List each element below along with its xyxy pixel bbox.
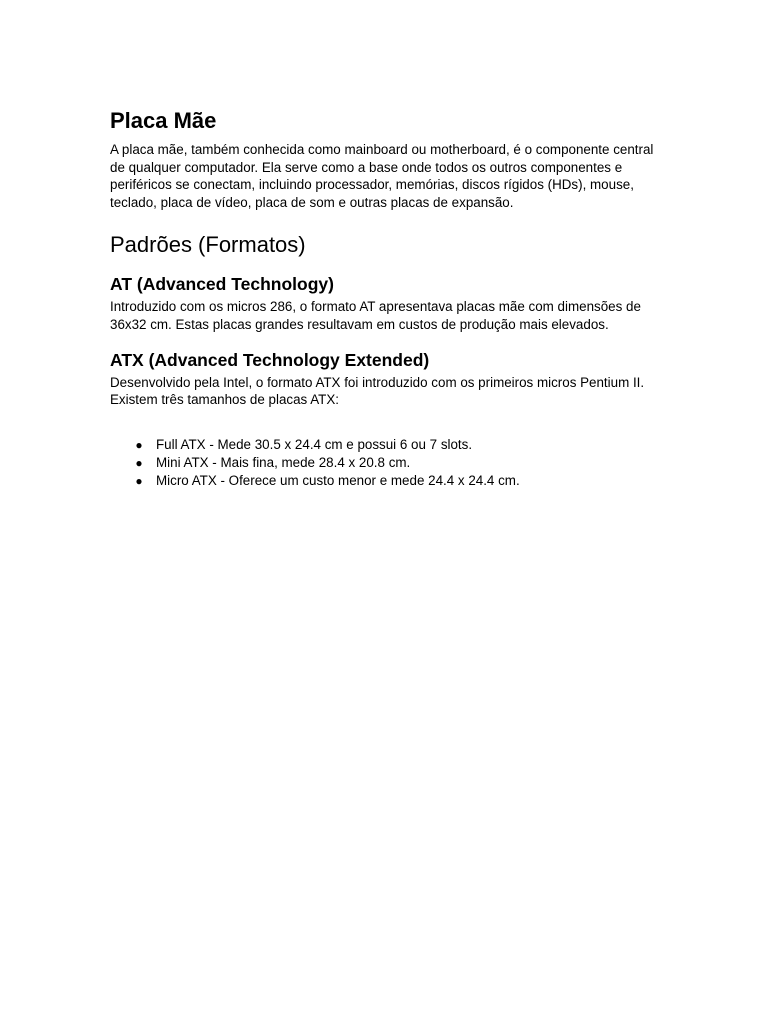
- list-item-text: Full ATX - Mede 30.5 x 24.4 cm e possui 6 ou 7 slots.: [156, 436, 473, 452]
- list-item: [110, 454, 670, 472]
- bullet-icon: ●: [135, 455, 143, 470]
- subsection-paragraph-at: Introduzido com os micros 286, o formato AT apresentava placas mãe com dimensões de 36x32 cm. Estas placas grandes resultavam em custos de produção mais elevados.: [110, 299, 641, 332]
- subsection-heading-at: AT (Advanced Technology): [110, 274, 334, 295]
- subsection-heading-atx: ATX (Advanced Technology Extended): [110, 349, 430, 370]
- bullet-icon: ●: [135, 437, 143, 452]
- list-item: [110, 436, 670, 454]
- list-item-text: Mini ATX - Mais fina, mede 28.4 x 20.8 cm.: [156, 454, 411, 470]
- section-heading: Padrões (Formatos): [110, 232, 306, 258]
- page-title: Placa Mãe: [110, 108, 217, 133]
- atx-size-list: [110, 436, 670, 491]
- intro-paragraph: A placa mãe, também conhecida como mainboard ou motherboard, é o componente central de qualquer computador. Ela serve como a base onde todos os outros componentes e periféricos se conectam, incluindo processador, memórias, discos rígidos (HDs), mouse, teclado, placa de vídeo, placa de som e outras placas de expansão.: [110, 142, 654, 210]
- list-item-text: Micro ATX - Oferece um custo menor e mede 24.4 x 24.4 cm.: [156, 473, 520, 489]
- subsection-paragraph-atx: Desenvolvido pela Intel, o formato ATX foi introduzido com os primeiros micros Pentium II. Existem três tamanhos de placas ATX:: [110, 374, 645, 408]
- document-body: [110, 107, 670, 490]
- bullet-icon: ●: [135, 474, 143, 489]
- list-item: [110, 472, 670, 490]
